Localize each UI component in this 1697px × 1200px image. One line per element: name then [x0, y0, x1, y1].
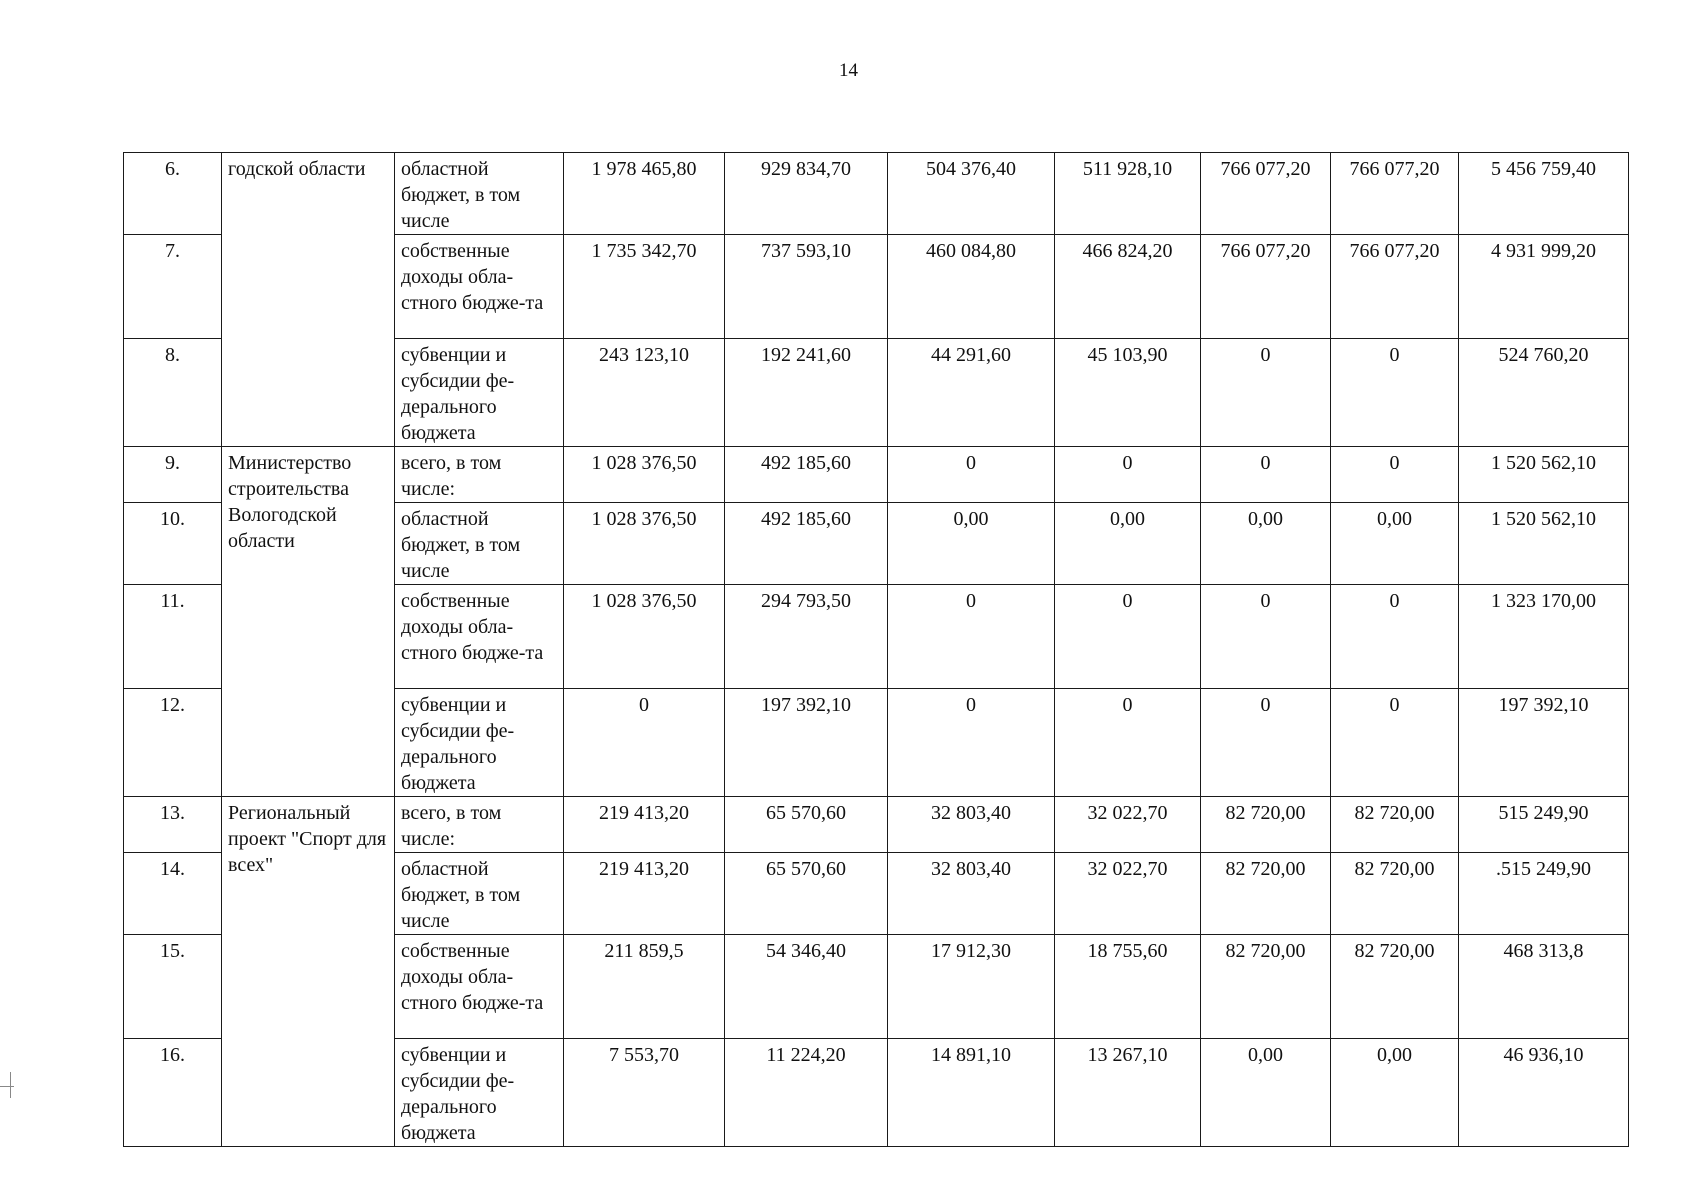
amount-value: 0: [888, 447, 1055, 503]
total-value: 1 323 170,00: [1459, 585, 1629, 689]
amount-value: 0: [1331, 585, 1459, 689]
amount-value: 766 077,20: [1331, 235, 1459, 339]
total-value: 46 936,10: [1459, 1039, 1629, 1147]
funding-source: областной бюджет, в том числе: [395, 853, 564, 935]
amount-value: 243 123,10: [564, 339, 725, 447]
funding-source: всего, в том числе:: [395, 447, 564, 503]
amount-value: 1 028 376,50: [564, 447, 725, 503]
amount-value: 737 593,10: [725, 235, 888, 339]
amount-value: 82 720,00: [1331, 935, 1459, 1039]
amount-value: 0,00: [888, 503, 1055, 585]
margin-mark: [0, 1086, 14, 1087]
amount-value: 0: [1331, 339, 1459, 447]
total-value: 515 249,90: [1459, 797, 1629, 853]
amount-value: 0: [1055, 689, 1201, 797]
row-number: 6.: [124, 153, 222, 235]
amount-value: 492 185,60: [725, 503, 888, 585]
amount-value: 766 077,20: [1331, 153, 1459, 235]
total-value: 524 760,20: [1459, 339, 1629, 447]
amount-value: 766 077,20: [1201, 235, 1331, 339]
amount-value: 1 028 376,50: [564, 585, 725, 689]
funding-source: субвенции и субсидии фе-дерального бюджета: [395, 339, 564, 447]
amount-value: 65 570,60: [725, 797, 888, 853]
amount-value: 44 291,60: [888, 339, 1055, 447]
row-number: 14.: [124, 853, 222, 935]
amount-value: 197 392,10: [725, 689, 888, 797]
amount-value: 0,00: [1201, 503, 1331, 585]
amount-value: 1 735 342,70: [564, 235, 725, 339]
row-number: 13.: [124, 797, 222, 853]
total-value: .515 249,90: [1459, 853, 1629, 935]
amount-value: 7 553,70: [564, 1039, 725, 1147]
amount-value: 511 928,10: [1055, 153, 1201, 235]
total-value: 197 392,10: [1459, 689, 1629, 797]
executor-name: Министерство строительства Вологодской области: [222, 447, 395, 797]
row-number: 7.: [124, 235, 222, 339]
amount-value: 1 978 465,80: [564, 153, 725, 235]
row-number: 9.: [124, 447, 222, 503]
amount-value: 32 022,70: [1055, 853, 1201, 935]
row-number: 10.: [124, 503, 222, 585]
total-value: 1 520 562,10: [1459, 447, 1629, 503]
amount-value: 45 103,90: [1055, 339, 1201, 447]
funding-source: собственные доходы обла-стного бюдже-та: [395, 235, 564, 339]
total-value: 468 313,8: [1459, 935, 1629, 1039]
funding-source: всего, в том числе:: [395, 797, 564, 853]
table-row: [124, 447, 1629, 503]
total-value: 4 931 999,20: [1459, 235, 1629, 339]
total-value: 5 456 759,40: [1459, 153, 1629, 235]
row-number: 15.: [124, 935, 222, 1039]
amount-value: 11 224,20: [725, 1039, 888, 1147]
row-number: 8.: [124, 339, 222, 447]
amount-value: 0,00: [1331, 503, 1459, 585]
amount-value: 1 028 376,50: [564, 503, 725, 585]
row-number: 12.: [124, 689, 222, 797]
amount-value: 294 793,50: [725, 585, 888, 689]
budget-table: [123, 152, 1629, 1147]
amount-value: 82 720,00: [1331, 853, 1459, 935]
amount-value: 82 720,00: [1201, 935, 1331, 1039]
amount-value: 32 803,40: [888, 853, 1055, 935]
amount-value: 0: [1201, 689, 1331, 797]
amount-value: 54 346,40: [725, 935, 888, 1039]
funding-source: собственные доходы обла-стного бюдже-та: [395, 935, 564, 1039]
amount-value: 0,00: [1055, 503, 1201, 585]
amount-value: 211 859,5: [564, 935, 725, 1039]
margin-mark: [10, 1072, 11, 1098]
amount-value: 0: [1055, 585, 1201, 689]
funding-source: областной бюджет, в том числе: [395, 503, 564, 585]
amount-value: 0: [1201, 447, 1331, 503]
amount-value: 192 241,60: [725, 339, 888, 447]
table-row: [124, 153, 1629, 235]
amount-value: 82 720,00: [1331, 797, 1459, 853]
table-row: [124, 797, 1629, 853]
amount-value: 929 834,70: [725, 153, 888, 235]
amount-value: 65 570,60: [725, 853, 888, 935]
page-number: 14: [839, 60, 858, 81]
funding-source: областной бюджет, в том числе: [395, 153, 564, 235]
amount-value: 0: [1331, 447, 1459, 503]
amount-value: 219 413,20: [564, 853, 725, 935]
amount-value: 18 755,60: [1055, 935, 1201, 1039]
amount-value: 17 912,30: [888, 935, 1055, 1039]
row-number: 11.: [124, 585, 222, 689]
amount-value: 0,00: [1201, 1039, 1331, 1147]
funding-source: собственные доходы обла-стного бюдже-та: [395, 585, 564, 689]
amount-value: 0,00: [1331, 1039, 1459, 1147]
amount-value: 0: [1055, 447, 1201, 503]
amount-value: 0: [1201, 585, 1331, 689]
amount-value: 32 803,40: [888, 797, 1055, 853]
amount-value: 492 185,60: [725, 447, 888, 503]
amount-value: 0: [1331, 689, 1459, 797]
amount-value: 82 720,00: [1201, 797, 1331, 853]
executor-name: Региональный проект "Спорт для всех": [222, 797, 395, 1147]
executor-name: годской области: [222, 153, 395, 447]
amount-value: 0: [564, 689, 725, 797]
funding-source: субвенции и субсидии фе-дерального бюджета: [395, 689, 564, 797]
funding-source: субвенции и субсидии фе-дерального бюджета: [395, 1039, 564, 1147]
amount-value: 0: [1201, 339, 1331, 447]
total-value: 1 520 562,10: [1459, 503, 1629, 585]
amount-value: 0: [888, 689, 1055, 797]
amount-value: 466 824,20: [1055, 235, 1201, 339]
amount-value: 460 084,80: [888, 235, 1055, 339]
amount-value: 14 891,10: [888, 1039, 1055, 1147]
amount-value: 13 267,10: [1055, 1039, 1201, 1147]
amount-value: 766 077,20: [1201, 153, 1331, 235]
row-number: 16.: [124, 1039, 222, 1147]
amount-value: 0: [888, 585, 1055, 689]
amount-value: 32 022,70: [1055, 797, 1201, 853]
amount-value: 219 413,20: [564, 797, 725, 853]
amount-value: 82 720,00: [1201, 853, 1331, 935]
amount-value: 504 376,40: [888, 153, 1055, 235]
